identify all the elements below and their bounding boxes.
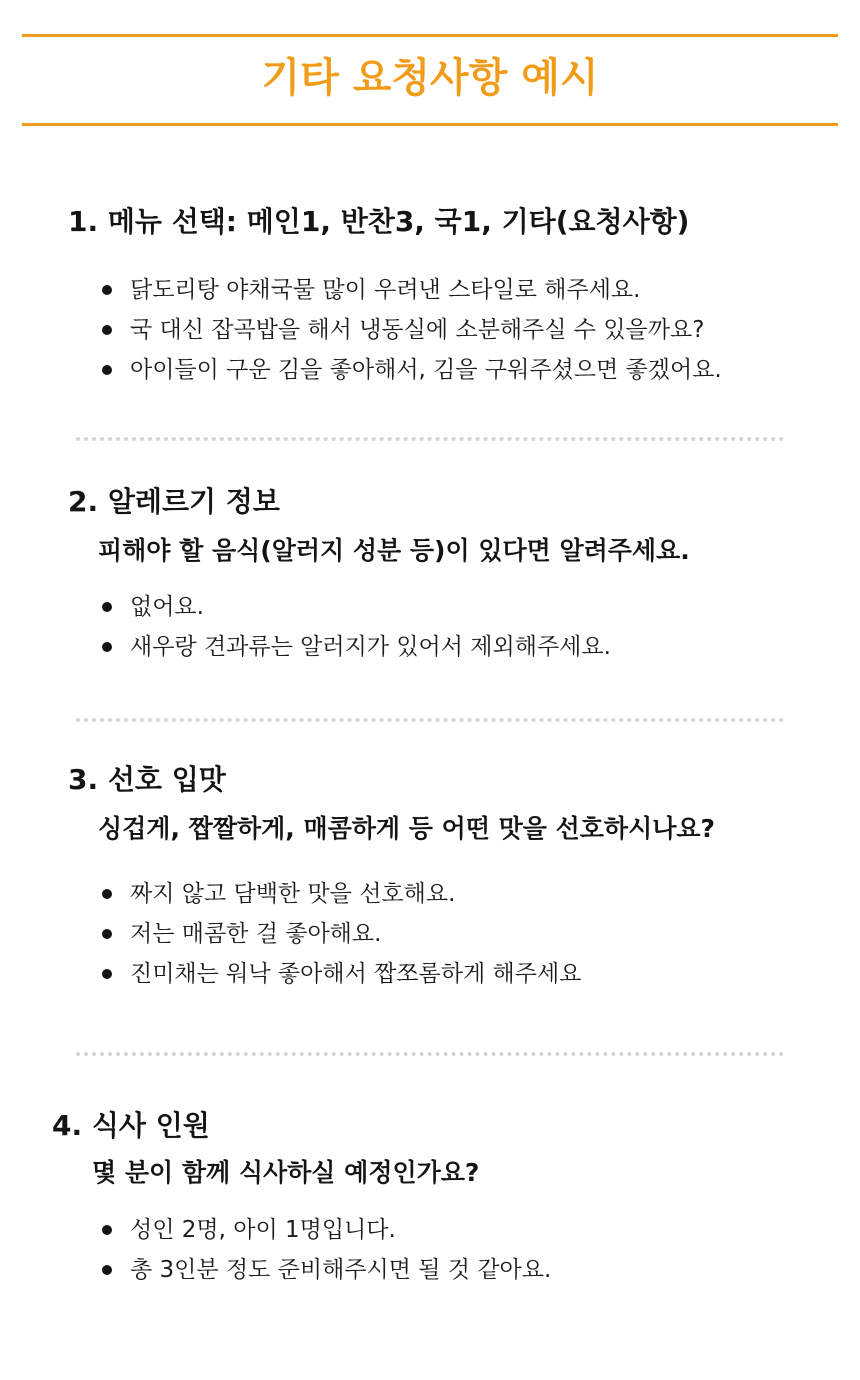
taste-answer-list [102,874,581,994]
list-item [102,874,581,914]
bullet-dot-icon [102,889,112,899]
menu-request-list [102,270,722,390]
list-item [102,627,611,667]
bullet-dot-icon [102,602,112,612]
list-item [102,914,581,954]
list-item [102,350,722,390]
allergy-answer-list [102,587,611,667]
list-item-text: 아이들이 구운 김을 좋아해서, 김을 구워주셨으면 좋겠어요. [130,357,722,383]
list-item-text: 총 3인분 정도 준비해주시면 될 것 같아요. [130,1257,552,1283]
bullet-dot-icon [102,285,112,295]
bullet-dot-icon [102,1225,112,1235]
list-item-text: 닭도리탕 야채국물 많이 우려낸 스타일로 해주세요. [130,277,641,303]
bullet-dot-icon [102,365,112,375]
bullet-dot-icon [102,642,112,652]
bullet-dot-icon [102,325,112,335]
section-divider [76,437,784,441]
bullet-dot-icon [102,969,112,979]
section-heading-taste: 3. 선호 입맛 [68,763,226,796]
list-item-text: 없어요. [130,594,204,620]
diner-answer-list [102,1210,551,1290]
list-item [102,1250,551,1290]
list-item [102,1210,551,1250]
section-heading-diners: 4. 식사 인원 [52,1109,210,1142]
list-item [102,587,611,627]
list-item [102,310,722,350]
list-item-text: 국 대신 잡곡밥을 해서 냉동실에 소분해주실 수 있을까요? [130,317,705,343]
list-item-text: 저는 매콤한 걸 좋아해요. [130,921,382,947]
section-question-taste: 싱겁게, 짭짤하게, 매콤하게 등 어떤 맛을 선호하시나요? [98,814,716,843]
list-item-text: 성인 2명, 아이 1명입니다. [130,1217,396,1243]
bullet-dot-icon [102,929,112,939]
list-item-text: 새우랑 견과류는 알러지가 있어서 제외해주세요. [130,634,611,660]
section-divider [76,718,784,722]
page-title: 기타 요청사항 예시 [261,55,599,101]
section-heading-allergy: 2. 알레르기 정보 [68,485,280,518]
section-divider [76,1052,784,1056]
section-heading-menu: 1. 메뉴 선택: 메인1, 반찬3, 국1, 기타(요청사항) [68,205,690,238]
title-top-rule [22,34,838,37]
section-question-allergy: 피해야 할 음식(알러지 성분 등)이 있다면 알려주세요. [98,536,690,565]
section-question-diners: 몇 분이 함께 식사하실 예정인가요? [92,1158,480,1187]
bullet-dot-icon [102,1265,112,1275]
list-item [102,954,581,994]
list-item [102,270,722,310]
title-bottom-rule [22,123,838,126]
list-item-text: 진미채는 워낙 좋아해서 짭쪼롬하게 해주세요 [130,961,582,987]
list-item-text: 짜지 않고 담백한 맛을 선호해요. [130,881,456,907]
